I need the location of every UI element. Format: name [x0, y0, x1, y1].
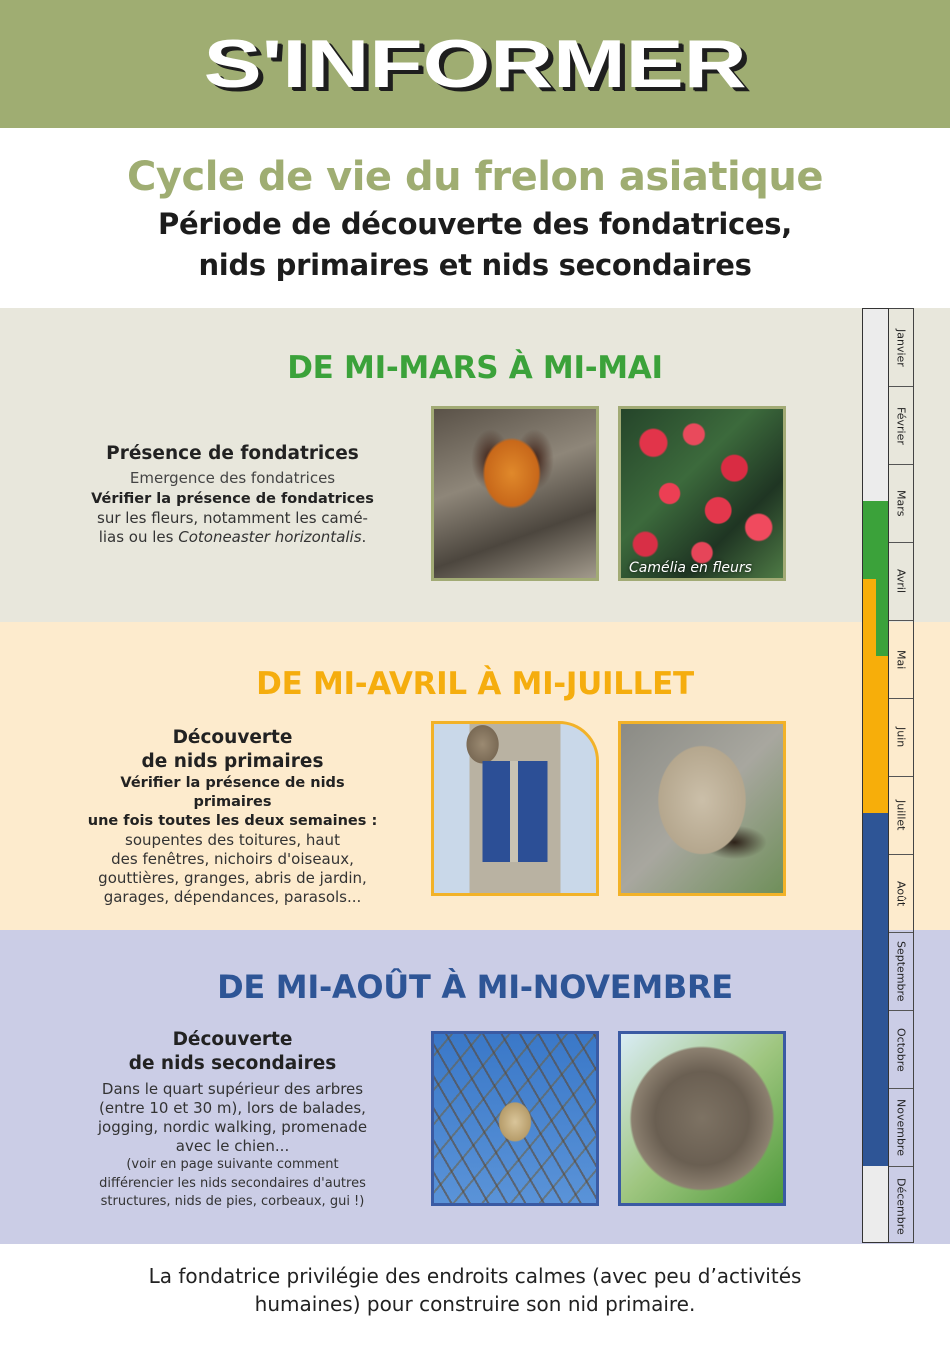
section-body-line: jogging, nordic walking, promenade: [97, 1118, 368, 1136]
section-title: Présence de fondatrices: [106, 443, 359, 464]
section-body-line: soupentes des toitures, haut: [125, 831, 340, 849]
section-nids-primaires: [0, 622, 950, 930]
period-nids-secondaires: [863, 813, 888, 1166]
month-label: Janvier: [889, 309, 913, 387]
month-label: Octobre: [889, 1011, 913, 1089]
section-text: [80, 726, 385, 907]
month-label: Juin: [889, 699, 913, 777]
tree-nest-photo: [431, 1031, 599, 1206]
footer-line1: La fondatrice privilégie des endroits calmes (avec peu d’activités: [148, 1264, 802, 1288]
body-text: .: [361, 528, 367, 546]
section-body-line: gouttières, granges, abris de jardin,: [98, 869, 367, 887]
section-heading: DE MI-MARS À MI-MAI: [287, 350, 663, 386]
section-instruction-line2: une fois toutes les deux semaines :: [87, 813, 378, 829]
section-heading: DE MI-AOÛT À MI-NOVEMBRE: [217, 968, 733, 1006]
section-body-line: garages, dépendances, parasols...: [103, 888, 362, 906]
section-heading: DE MI-AVRIL À MI-JUILLET: [256, 666, 694, 702]
timeline-months: [889, 308, 914, 1243]
intro: [0, 128, 950, 308]
footer-line2: humaines) pour construire son nid primaire.: [254, 1292, 696, 1316]
month-timeline: [862, 308, 914, 1243]
section-instruction: Vérifier la présence de fondatrices: [91, 491, 374, 507]
month-label: Février: [889, 387, 913, 465]
window-nest-photo: [431, 721, 599, 896]
month-label: Mars: [889, 465, 913, 543]
intro-subtitle-line1: Période de découverte des fondatrices,: [158, 207, 792, 241]
species-name: Cotoneaster horizontalis: [178, 528, 362, 546]
month-label: Novembre: [889, 1089, 913, 1167]
camelia-photo: [618, 406, 786, 581]
intro-subtitle: [0, 204, 950, 286]
secondary-nest-photo: [618, 1031, 786, 1206]
month-label: Décembre: [894, 1177, 908, 1235]
timeline-bar: [862, 308, 889, 1243]
section-nids-secondaires: [0, 930, 950, 1244]
section-body-line: Dans le quart supérieur des arbres: [101, 1080, 364, 1098]
section-fondatrices: [0, 308, 950, 622]
section-body-line: sur les fleurs, notamment les camé-: [97, 509, 368, 527]
intro-subtitle-line2: nids primaires et nids secondaires: [198, 248, 752, 282]
section-note-line: (voir en page suivante comment: [126, 1157, 339, 1172]
section-body-line: des fenêtres, nichoirs d'oiseaux,: [111, 850, 354, 868]
month-label: Avril: [889, 543, 913, 621]
section-instruction-line1: Vérifier la présence de nids primaires: [120, 775, 345, 810]
section-note-line: structures, nids de pies, corbeaux, gui !): [100, 1194, 365, 1209]
footer-note: [0, 1262, 950, 1318]
page-title: S'INFORMER: [203, 26, 747, 102]
hornet-photo: [431, 406, 599, 581]
body-text: lias ou les: [98, 528, 179, 546]
section-body-line: avec le chien...: [175, 1137, 290, 1155]
section-title-line2: de nids primaires: [141, 751, 324, 772]
section-subtitle: Emergence des fondatrices: [129, 469, 336, 487]
photo-caption: Camélia en fleurs: [629, 560, 752, 576]
intro-title: Cycle de vie du frelon asiatique: [127, 154, 823, 200]
month-label: Juillet: [889, 777, 913, 855]
section-title-line1: Découverte: [172, 1029, 293, 1050]
month-label: Septembre: [889, 933, 913, 1011]
section-title-line1: Découverte: [172, 727, 293, 748]
section-text: [80, 442, 385, 547]
section-body-line: [80, 528, 385, 547]
period-nids-primaires: [863, 656, 888, 813]
section-note-line: différencier les nids secondaires d'autres: [99, 1175, 366, 1191]
section-text: [80, 1028, 385, 1212]
month-label: Mai: [889, 621, 913, 699]
section-title-line2: de nids secondaires: [128, 1053, 337, 1074]
primary-nest-photo: [618, 721, 786, 896]
header-banner: [0, 0, 950, 128]
month-label: Août: [889, 855, 913, 933]
section-body-line: (entre 10 et 30 m), lors de balades,: [99, 1099, 366, 1117]
